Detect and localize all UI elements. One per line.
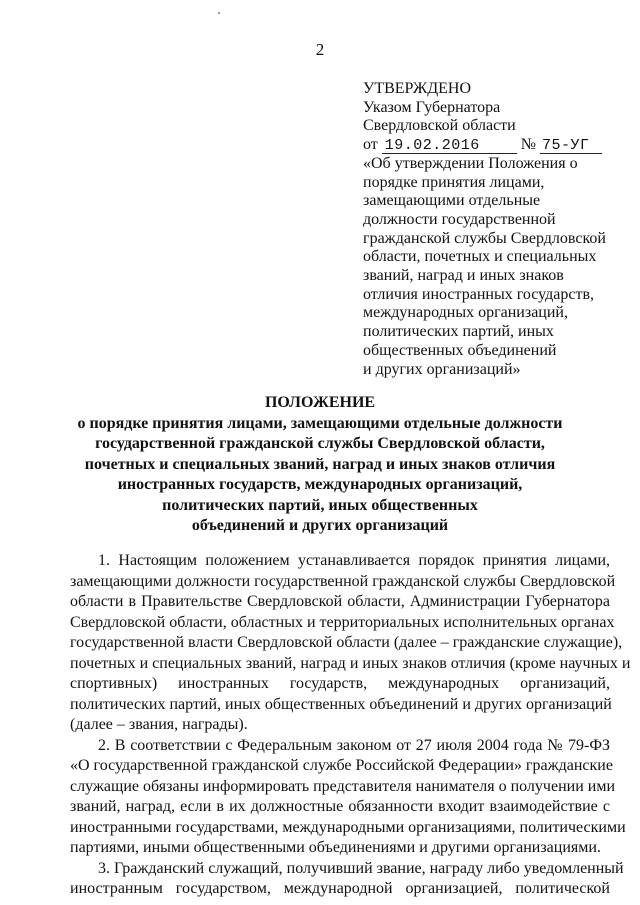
document-subtitle-line: объединений и других организаций	[191, 517, 449, 534]
date-prefix: от	[363, 136, 378, 154]
paragraph-1-line: Свердловской области, областных и территориальных исполнительных органах	[70, 613, 615, 631]
paragraph-2-line: служащие обязаны информировать представителя нанимателя о получении ими	[70, 777, 615, 795]
decree-subject-line: порядке принятия лицами,	[363, 173, 545, 191]
document-subtitle-line: государственной гражданской службы Свердловской области,	[95, 435, 545, 452]
paragraph-1-line: (далее – звания, награды).	[70, 716, 248, 733]
paragraph-2-line: иностранными государствами, международными организациями, политическими	[70, 818, 626, 836]
document-subtitle-line: политических партий, иных общественных	[162, 496, 478, 514]
decree-subject-line: должности государственной	[363, 210, 556, 228]
document-body	[70, 551, 631, 900]
approval-issuer-line: Указом Губернатора	[363, 98, 501, 116]
decree-subject-line: «Об утверждении Положения о	[363, 154, 578, 172]
scan-speck	[218, 12, 220, 14]
paragraph-3-line: иностранным государством, международной организацией, политической	[70, 880, 610, 897]
document-heading	[0, 393, 640, 537]
document-subtitle-line: иностранных государств, международных организаций,	[117, 476, 523, 493]
decree-subject-line: общественных объединений	[363, 341, 557, 359]
decree-subject-line: и других организаций»	[363, 360, 521, 378]
decree-number: 75-УГ	[542, 137, 590, 155]
approval-block	[363, 80, 633, 379]
paragraph-2-line: 2. В соответствии с Федеральным законом от 27 июля 2004 года № 79-ФЗ	[98, 736, 610, 754]
decree-subject-line: гражданской службы Свердловской	[363, 229, 606, 247]
approval-title: УТВЕРЖДЕНО	[363, 80, 472, 97]
decree-subject-line: званий, наград и иных знаков	[363, 267, 564, 285]
decree-date: 19.02.2016	[384, 137, 480, 155]
paragraph-1-line: замещающими должности государственной гражданской службы Свердловской	[70, 572, 616, 590]
paragraph-3-line: 3. Гражданский служащий, получивший звание, награду либо уведомленный	[98, 859, 624, 877]
paragraph-2-line: «О государственной гражданской службе Российской Федерации» гражданские	[70, 757, 613, 774]
paragraph-1-line: области в Правительстве Свердловской области, Администрации Губернатора	[70, 593, 610, 610]
approval-date-number-line	[363, 136, 633, 155]
document-title: ПОЛОЖЕНИЕ	[264, 394, 376, 411]
decree-subject-line: международных организаций,	[363, 304, 568, 322]
decree-subject-line: области, почетных и специальных	[363, 248, 597, 266]
paragraph-1-line: 1. Настоящим положением устанавливается порядок принятия лицами,	[98, 552, 610, 569]
number-prefix: №	[520, 136, 537, 154]
decree-subject-line: замещающими отдельные	[363, 192, 541, 210]
paragraph-1-line: спортивных) иностранных государств, международных организаций,	[70, 675, 610, 692]
paragraph-1-line: политических партий, иных общественных объединений и других организаций	[70, 695, 612, 713]
paragraph-1-line: почетных и специальных званий, наград и иных знаков отличия (кроме научных и	[70, 654, 631, 672]
paragraph-2-line: званий, наград, если в их должностные обязанности входит взаимодействие с	[70, 798, 610, 815]
paragraph-1-line: государственной власти Свердловской области (далее – гражданские служащие),	[70, 634, 623, 651]
paragraph-2-line: партиями, иными общественными объединениями и другими организациями.	[70, 839, 601, 856]
approval-issuer-line: Свердловской области	[363, 117, 516, 135]
page-number: 2	[315, 40, 325, 59]
document-subtitle-line: почетных и специальных званий, наград и иных знаков отличия	[84, 455, 556, 473]
document-subtitle-line: о порядке принятия лицами, замещающими отдельные должности	[77, 414, 563, 432]
decree-subject-line: отличия иностранных государств,	[363, 285, 595, 303]
decree-subject-line: политических партий, иных	[363, 323, 554, 341]
